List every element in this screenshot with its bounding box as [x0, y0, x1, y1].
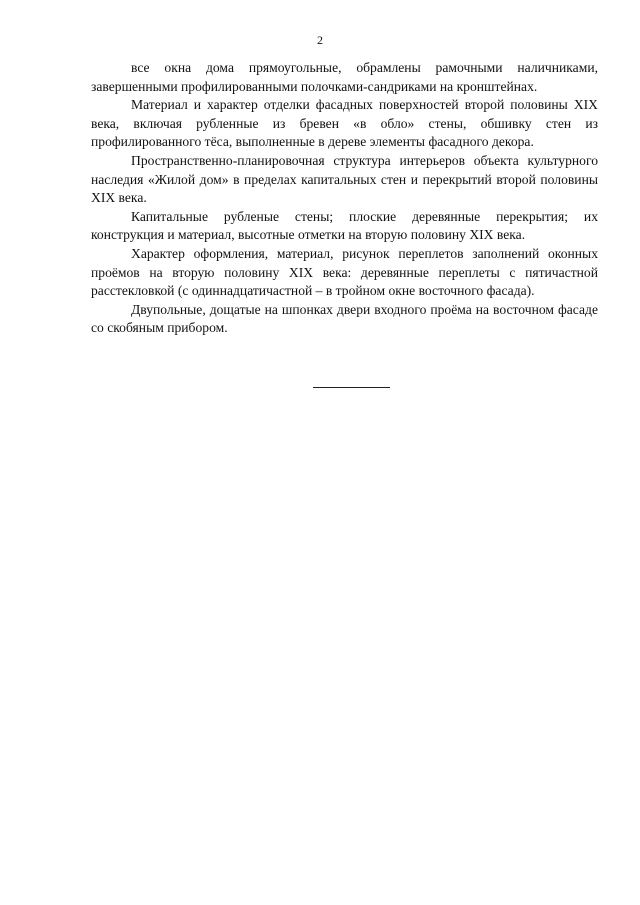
closing-divider-line — [313, 387, 390, 388]
paragraph-window-sashes: Характер оформления, материал, рисунок переплетов заполнений оконных проёмов на вторую половину XIX века: деревянные переплеты с пятичастной расстекловкой (с одиннадцатичастной – в тройном окне восточного фасада). — [91, 245, 598, 299]
document-body — [91, 59, 598, 338]
page-number: 2 — [317, 33, 323, 47]
paragraph-window-frames: все окна дома прямоугольные, обрамлены рамочными наличниками, завершенными профилированными полочками-сандриками на кронштейнах. — [91, 60, 598, 94]
paragraph-interior-structure: Пространственно-планировочная структура интерьеров объекта культурного наследия «Жилой дом» в пределах капитальных стен и перекрытий второй половины XIX века. — [91, 152, 598, 206]
paragraph-facade-materials: Материал и характер отделки фасадных поверхностей второй половины XIX века, включая рубленные из бревен «в обло» стены, обшивку стен из профилированного тёса, выполненные в дереве элементы фасадного декора. — [91, 97, 598, 150]
paragraph-entrance-doors: Двупольные, дощатые на шпонках двери входного проёма на восточном фасаде со скобяным прибором. — [91, 301, 598, 336]
paragraph-capital-walls: Капитальные рубленые стены; плоские деревянные перекрытия; их конструкция и материал, высотные отметки на вторую половину XIX века. — [91, 208, 598, 243]
